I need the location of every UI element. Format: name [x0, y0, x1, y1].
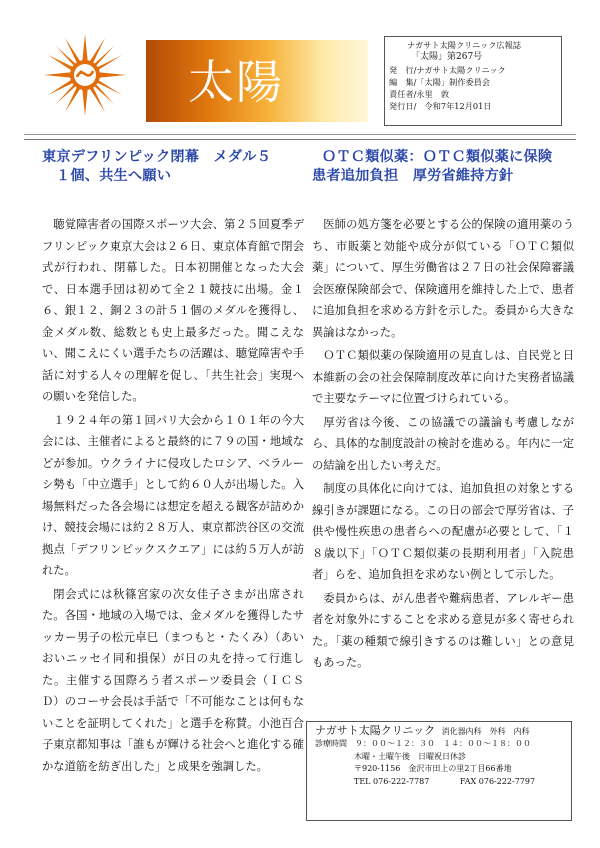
article-body: [42, 214, 304, 777]
address: 〒920-1156 金沢市田上の里2丁目66番地: [354, 764, 512, 774]
clinic-info-box: [306, 721, 572, 821]
newsletter-title: 太陽: [188, 55, 284, 109]
departments: 消化器内科 外科 内科: [441, 727, 530, 736]
article-body: [312, 214, 574, 674]
paragraph: ＯＴＣ類似薬の保険適用の見直しは、自民党と日本維新の会の社会保障制度改革に向けた実務者協議で主要なテーマに位置づけられている。: [312, 349, 574, 405]
issue-number: 「太陽」第267号: [411, 52, 483, 63]
article-deaflympics: [42, 148, 304, 779]
paragraph: 厚労省は今後、この協議での議論も考慮しながら、具体的な制度設計の検討を進める。年内に一定の結論を出したい考えだ。: [312, 415, 574, 472]
header-divider: [24, 134, 576, 135]
closed-days: 木曜・土曜午後 日曜祝日休診: [354, 751, 466, 761]
header-divider-lower: [24, 139, 576, 140]
phone-number: TEL 076-222-7787: [354, 776, 430, 786]
title-banner: [146, 40, 368, 122]
consultation-hours: 診療時間 ９：００〜１２：３０ １４：００〜１８：００: [315, 739, 531, 749]
publish-date: 発行日/ 令和7年12月01日: [389, 101, 492, 112]
fax-number: FAX 076-222-7797: [459, 776, 536, 786]
article-headline: 東京デフリンピック閉幕 メダル５ １個、共生へ願い: [42, 149, 272, 184]
responsible-person: 責任者/永里 敦: [389, 89, 450, 100]
clinic-name: ナガサト太陽クリニック: [315, 724, 436, 737]
paragraph: 制度の具体化に向けては、追加負担の対象とする線引きが課題になる。この日の部会で厚労省は、子供や慢性疾患の患者らへの配慮が必要として、「１８歳以下」「ＯＴＣ類似薬の長期利用者」「入院患者」らを、追加負担を求めない例として示した。: [312, 482, 574, 581]
paragraph: 医師の処方箋を必要とする公的保険の適用薬のうち、市販薬と効能や成分が似ている「ＯＴＣ類似薬」について、厚生労働省は２７日の社会保障審議会医療保険部会で、保険適用を維持した上で、患者に追加負担を求める方針を示した。委員から大きな異論はなかった。: [312, 218, 574, 339]
publisher: 発 行/ナガサト太陽クリニック: [389, 64, 506, 75]
masthead-info-box: [384, 36, 562, 126]
paragraph: 閉会式には秋篠宮家の次女佳子さまが出席された。各国・地域の入場では、金メダルを獲得したサッカー男子の松元卓巳（まつもと・たくみ）（あいおいニッセイ同和損保）が日の丸を持って行進した。主催する国際ろう者スポーツ委員会（ＩＣＳＤ）のコーサ会長は手話で「不可能なことは何もないことを証明してくれた」と選手を称賛。小池百合子東京都知事は「誰もが輝ける社会へと進化する確かな道筋を紡ぎ出した」と成果を強調した。: [42, 587, 304, 773]
article-otc-drugs: [312, 148, 574, 676]
article-headline: ＯＴＣ類似薬：ＯＴＣ類似薬に保険 患者追加負担 厚労省維持方針: [312, 149, 553, 184]
sun-logo-icon: [44, 34, 126, 116]
editor: 編 集/「太陽」制作委員会: [389, 76, 491, 87]
paragraph: 聴覚障害者の国際スポーツ大会、第２５回夏季デフリンピック東京大会は２６日、東京体育館で閉会式が行われ、閉幕した。日本初開催となった大会で、日本選手団は初めて全２１競技に出場。金１６、銀１２、銅２３の計５１個のメダルを獲得し、金メダル数、総数とも史上最多だった。聞こえない、聞こえにくい選手たちの活躍は、聴覚障害や手話に対する人々の理解を促し、「共生社会」実現への願いを発信した。: [42, 218, 304, 403]
paragraph: 委員からは、がん患者や難病患者、アレルギー患者を対象外にすることを求める意見が多く寄せられた。「薬の種類で線引きするのは難しい」との意見もあった。: [312, 591, 574, 669]
bulletin-name: ナガサト太陽クリニック広報誌: [407, 40, 521, 50]
paragraph: １９２４年の第１回パリ大会から１０１年の今大会には、主催者によると最終的に７９の国・地域などが参加。ウクライナに侵攻したロシア、ベラルーシ勢も「中立選手」として約６０人が出場した。入場無料だった各会場には想定を超える観客が詰めかけ、競技会場には約２８万人、東京都渋谷区の交流拠点「デフリンピックスクエア」には約５万人が訪れた。: [42, 413, 304, 577]
